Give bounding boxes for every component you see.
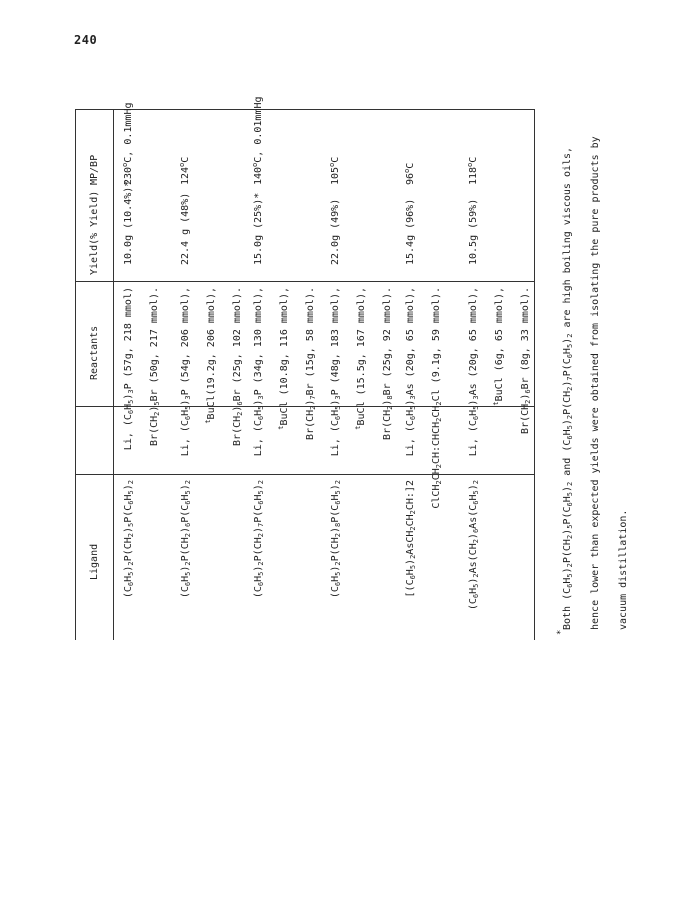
reactant-line: Li, $(C_6H_5)_3P$ (54g, 206 mmol),	[180, 287, 192, 457]
ligand-cell: $(C_6H_5)_2P(CH_2)_8P(C_6H_5)_2$	[330, 480, 342, 599]
yield-cell: 10.0g (10.4%)*	[123, 180, 134, 265]
footnote-line: Both $(C_6H_5)_2P(CH_2)_5P(C_6H_5)_2$ and $(C_6H_5)_2P(CH_2)_7P(C_6H_5)_2$ are high boiling viscous oils,	[562, 146, 574, 630]
footnote	[548, 110, 638, 640]
mp-bp-cell: 124$^o$C	[178, 156, 191, 185]
reactant-line: $ClCH_2CH_2CH:CHCH_2CH_2Cl$ (9.1g, 59 mmol).	[431, 287, 443, 509]
mp-bp-cell: 140$^o$C, 0.01mmHg	[251, 96, 264, 185]
yield-cell: 15.4g (96%)	[405, 198, 416, 265]
yield-cell: 22.0g (49%)	[330, 198, 341, 265]
rotated-table	[75, 96, 535, 640]
header-reactants: Reactants	[89, 325, 100, 380]
ligand-cell: $(C_6H_5)_2P(CH_2)_5P(C_6H_5)_2$	[123, 480, 135, 599]
reactant-line: Li, $(C_6H_5)_3As$ (20g, 65 mmol),	[405, 287, 417, 457]
reactant-line: Li, $(C_6H_5)_3P$ (48g, 183 mmol),	[330, 287, 342, 457]
ligand-cell: $(C_6H_5)_2P(CH_2)_6P(C_6H_5)_2$	[180, 480, 192, 599]
footnote-line: hence lower than expected yields were obtained from isolating the pure products by	[590, 136, 601, 630]
col-divider-3	[75, 281, 535, 282]
header-mp: MP/BP	[89, 154, 100, 185]
reactant-line: $Br(CH_2)_7Br$ (15g, 58 mmol).	[305, 287, 317, 440]
reactant-line: $Br(CH_2)_6Br$ (8g, 33 mmol).	[520, 287, 532, 434]
reactant-line: $^t$BuCl (15.5g, 167 mmol),	[354, 287, 367, 430]
col-divider-4	[75, 109, 535, 110]
footnote-line: vacuum distillation.	[618, 509, 629, 630]
col-divider-1	[75, 474, 535, 475]
reactant-line: $^t$BuCl(19.2g, 206 mmol),	[204, 287, 217, 424]
mp-bp-cell: 230$^o$C, 0.1mmHg	[121, 102, 134, 185]
mp-bp-cell: 105$^o$C	[328, 156, 341, 185]
ligand-cell: $[(C_6H_5)_2AsCH_2CH_2CH:]2$	[405, 480, 417, 598]
header-ligand: Ligand	[89, 543, 100, 580]
reactant-line: $^t$BuCl (10.8g, 116 mmol),	[277, 287, 290, 430]
header-yield: Yield(% Yield)	[89, 190, 100, 275]
reactant-line: Li, $(C_6H_5)_3P$ (34g, 130 mmol),	[253, 287, 265, 457]
top-rule	[75, 110, 76, 640]
header-rule	[113, 110, 114, 640]
bottom-rule	[534, 110, 535, 640]
yield-cell: 10.5g (59%)	[468, 198, 479, 265]
reactant-line: $Br(CH_2)_5Br$ (50g, 217 mmol).	[149, 287, 161, 446]
yield-cell: 22.4 g (48%)	[180, 192, 191, 265]
ligand-cell: $(C_6H_5)_2P(CH_2)_7P(C_6H_5)_2$	[253, 480, 265, 599]
reactant-line: $Br(CH_2)_8Br$ (25g, 92 mmol).	[382, 287, 394, 440]
reactant-line: $^t$BuCl (6g, 65 mmol),	[492, 287, 505, 406]
ligand-cell: $(C_6H_5)_2As(CH_2)_6As(C_6H_5)_2$	[468, 480, 480, 611]
page-number: 240	[74, 33, 98, 47]
reactant-line: Li, $(C_6H_5)_3P$ (57g, 218 mmol)	[123, 287, 135, 451]
reactant-line: Li, $(C_6H_5)_3As$ (20g, 65 mmol),	[468, 287, 480, 457]
footnote-marker: *	[556, 629, 566, 635]
reactant-line: $Br(CH_2)_6Br$ (25g, 102 mmol).	[232, 287, 244, 446]
mp-bp-cell: 96$^o$C	[403, 162, 416, 185]
mp-bp-cell: 118$^o$C	[466, 156, 479, 185]
yield-cell: 15.0g (25%)*	[253, 192, 264, 265]
